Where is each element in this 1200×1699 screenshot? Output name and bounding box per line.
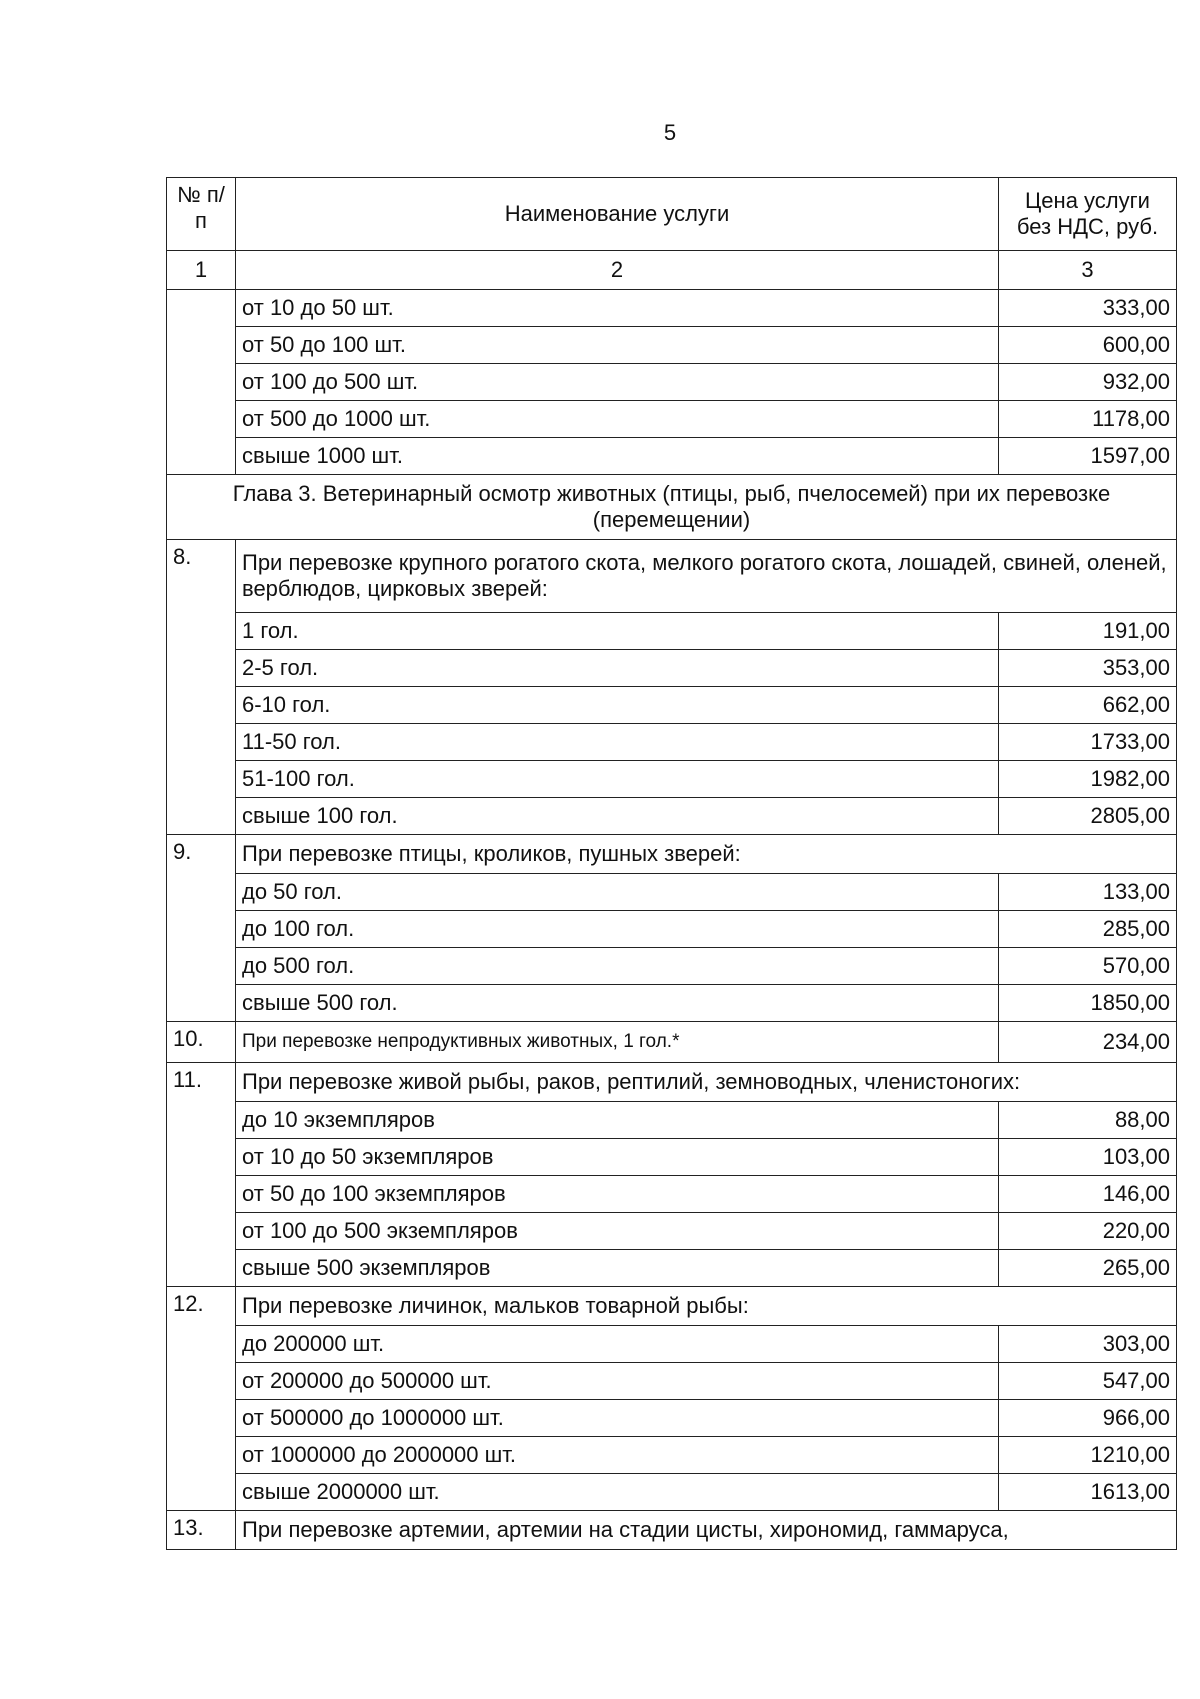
service-name: свыше 500 гол. (236, 985, 999, 1022)
service-name: до 10 экземпляров (236, 1102, 999, 1139)
row-number: 12. (167, 1287, 236, 1511)
service-price: 1178,00 (999, 401, 1177, 438)
row-number: 9. (167, 835, 236, 1022)
service-name: до 50 гол. (236, 874, 999, 911)
table-row (167, 438, 1177, 475)
service-price: 146,00 (999, 1176, 1177, 1213)
service-price: 1210,00 (999, 1437, 1177, 1474)
service-name: 6-10 гол. (236, 687, 999, 724)
column-index: 3 (999, 251, 1177, 290)
service-name: от 10 до 50 экземпляров (236, 1139, 999, 1176)
table-row (167, 364, 1177, 401)
table-row (167, 724, 1177, 761)
table-row (167, 1102, 1177, 1139)
column-index: 1 (167, 251, 236, 290)
service-price: 88,00 (999, 1102, 1177, 1139)
table-row (167, 911, 1177, 948)
service-name: от 500000 до 1000000 шт. (236, 1400, 999, 1437)
row-number: 8. (167, 540, 236, 835)
table-row (167, 1022, 1177, 1063)
service-price: 333,00 (999, 290, 1177, 327)
service-name: от 50 до 100 экземпляров (236, 1176, 999, 1213)
row-number: 10. (167, 1022, 236, 1063)
table-row (167, 327, 1177, 364)
item-header-row (167, 835, 1177, 874)
table-row (167, 761, 1177, 798)
table-row (167, 1139, 1177, 1176)
service-name: 51-100 гол. (236, 761, 999, 798)
service-price: 1982,00 (999, 761, 1177, 798)
row-number: 11. (167, 1063, 236, 1287)
service-price: 1850,00 (999, 985, 1177, 1022)
service-name: свыше 2000000 шт. (236, 1474, 999, 1511)
item-header-row (167, 1287, 1177, 1326)
service-name: свыше 1000 шт. (236, 438, 999, 475)
table-row (167, 985, 1177, 1022)
service-price: 191,00 (999, 613, 1177, 650)
price-table (166, 177, 1177, 1550)
service-name: При перевозке непродуктивных животных, 1 гол.* (236, 1022, 999, 1063)
service-price: 1733,00 (999, 724, 1177, 761)
row-number (167, 290, 236, 475)
table-row (167, 874, 1177, 911)
item-header-row (167, 1063, 1177, 1102)
service-name: до 100 гол. (236, 911, 999, 948)
header-num: № п/п (167, 178, 236, 251)
service-name: от 500 до 1000 шт. (236, 401, 999, 438)
header-price: Цена услуги без НДС, руб. (999, 178, 1177, 251)
service-price: 133,00 (999, 874, 1177, 911)
table-row (167, 1363, 1177, 1400)
service-price: 285,00 (999, 911, 1177, 948)
item-header-row (167, 540, 1177, 613)
item-title: При перевозке крупного рогатого скота, мелкого рогатого скота, лошадей, свиней, оленей, верблюдов, цирковых зверей: (236, 540, 1177, 613)
table-row (167, 1250, 1177, 1287)
service-price: 1613,00 (999, 1474, 1177, 1511)
service-name: 2-5 гол. (236, 650, 999, 687)
row-number: 13. (167, 1511, 236, 1550)
service-name: 1 гол. (236, 613, 999, 650)
table-row (167, 798, 1177, 835)
table-header-row (167, 178, 1177, 251)
service-price: 220,00 (999, 1213, 1177, 1250)
header-name: Наименование услуги (236, 178, 999, 251)
service-price: 103,00 (999, 1139, 1177, 1176)
service-name: от 100 до 500 экземпляров (236, 1213, 999, 1250)
service-price: 966,00 (999, 1400, 1177, 1437)
chapter-row (167, 475, 1177, 540)
service-price: 353,00 (999, 650, 1177, 687)
service-price: 234,00 (999, 1022, 1177, 1063)
page-number: 5 (663, 120, 677, 145)
service-name: от 100 до 500 шт. (236, 364, 999, 401)
service-name: 11-50 гол. (236, 724, 999, 761)
service-price: 662,00 (999, 687, 1177, 724)
table-row (167, 687, 1177, 724)
service-name: от 1000000 до 2000000 шт. (236, 1437, 999, 1474)
column-index-row (167, 251, 1177, 290)
item-title: При перевозке живой рыбы, раков, рептилий, земноводных, членистоногих: (236, 1063, 1177, 1102)
service-name: от 50 до 100 шт. (236, 327, 999, 364)
item-header-row (167, 1511, 1177, 1550)
table-row (167, 1474, 1177, 1511)
service-price: 932,00 (999, 364, 1177, 401)
service-price: 600,00 (999, 327, 1177, 364)
item-title: При перевозке личинок, мальков товарной рыбы: (236, 1287, 1177, 1326)
table-row (167, 1437, 1177, 1474)
table-row (167, 1213, 1177, 1250)
service-name: свыше 100 гол. (236, 798, 999, 835)
service-price: 265,00 (999, 1250, 1177, 1287)
service-name: до 500 гол. (236, 948, 999, 985)
item-title: При перевозке птицы, кроликов, пушных зверей: (236, 835, 1177, 874)
table-row (167, 1326, 1177, 1363)
table-row (167, 1400, 1177, 1437)
table-row (167, 613, 1177, 650)
service-name: от 10 до 50 шт. (236, 290, 999, 327)
service-name: свыше 500 экземпляров (236, 1250, 999, 1287)
column-index: 2 (236, 251, 999, 290)
service-name: до 200000 шт. (236, 1326, 999, 1363)
table-row (167, 401, 1177, 438)
service-price: 570,00 (999, 948, 1177, 985)
service-price: 547,00 (999, 1363, 1177, 1400)
chapter-title: Глава 3. Ветеринарный осмотр животных (птицы, рыб, пчелосемей) при их перевозке (перемещении) (167, 475, 1177, 540)
service-price: 1597,00 (999, 438, 1177, 475)
service-price: 2805,00 (999, 798, 1177, 835)
item-title: При перевозке артемии, артемии на стадии цисты, хирономид, гаммаруса, (236, 1511, 1177, 1550)
table-row (167, 650, 1177, 687)
service-price: 303,00 (999, 1326, 1177, 1363)
table-row (167, 290, 1177, 327)
table-row (167, 948, 1177, 985)
service-name: от 200000 до 500000 шт. (236, 1363, 999, 1400)
table-row (167, 1176, 1177, 1213)
